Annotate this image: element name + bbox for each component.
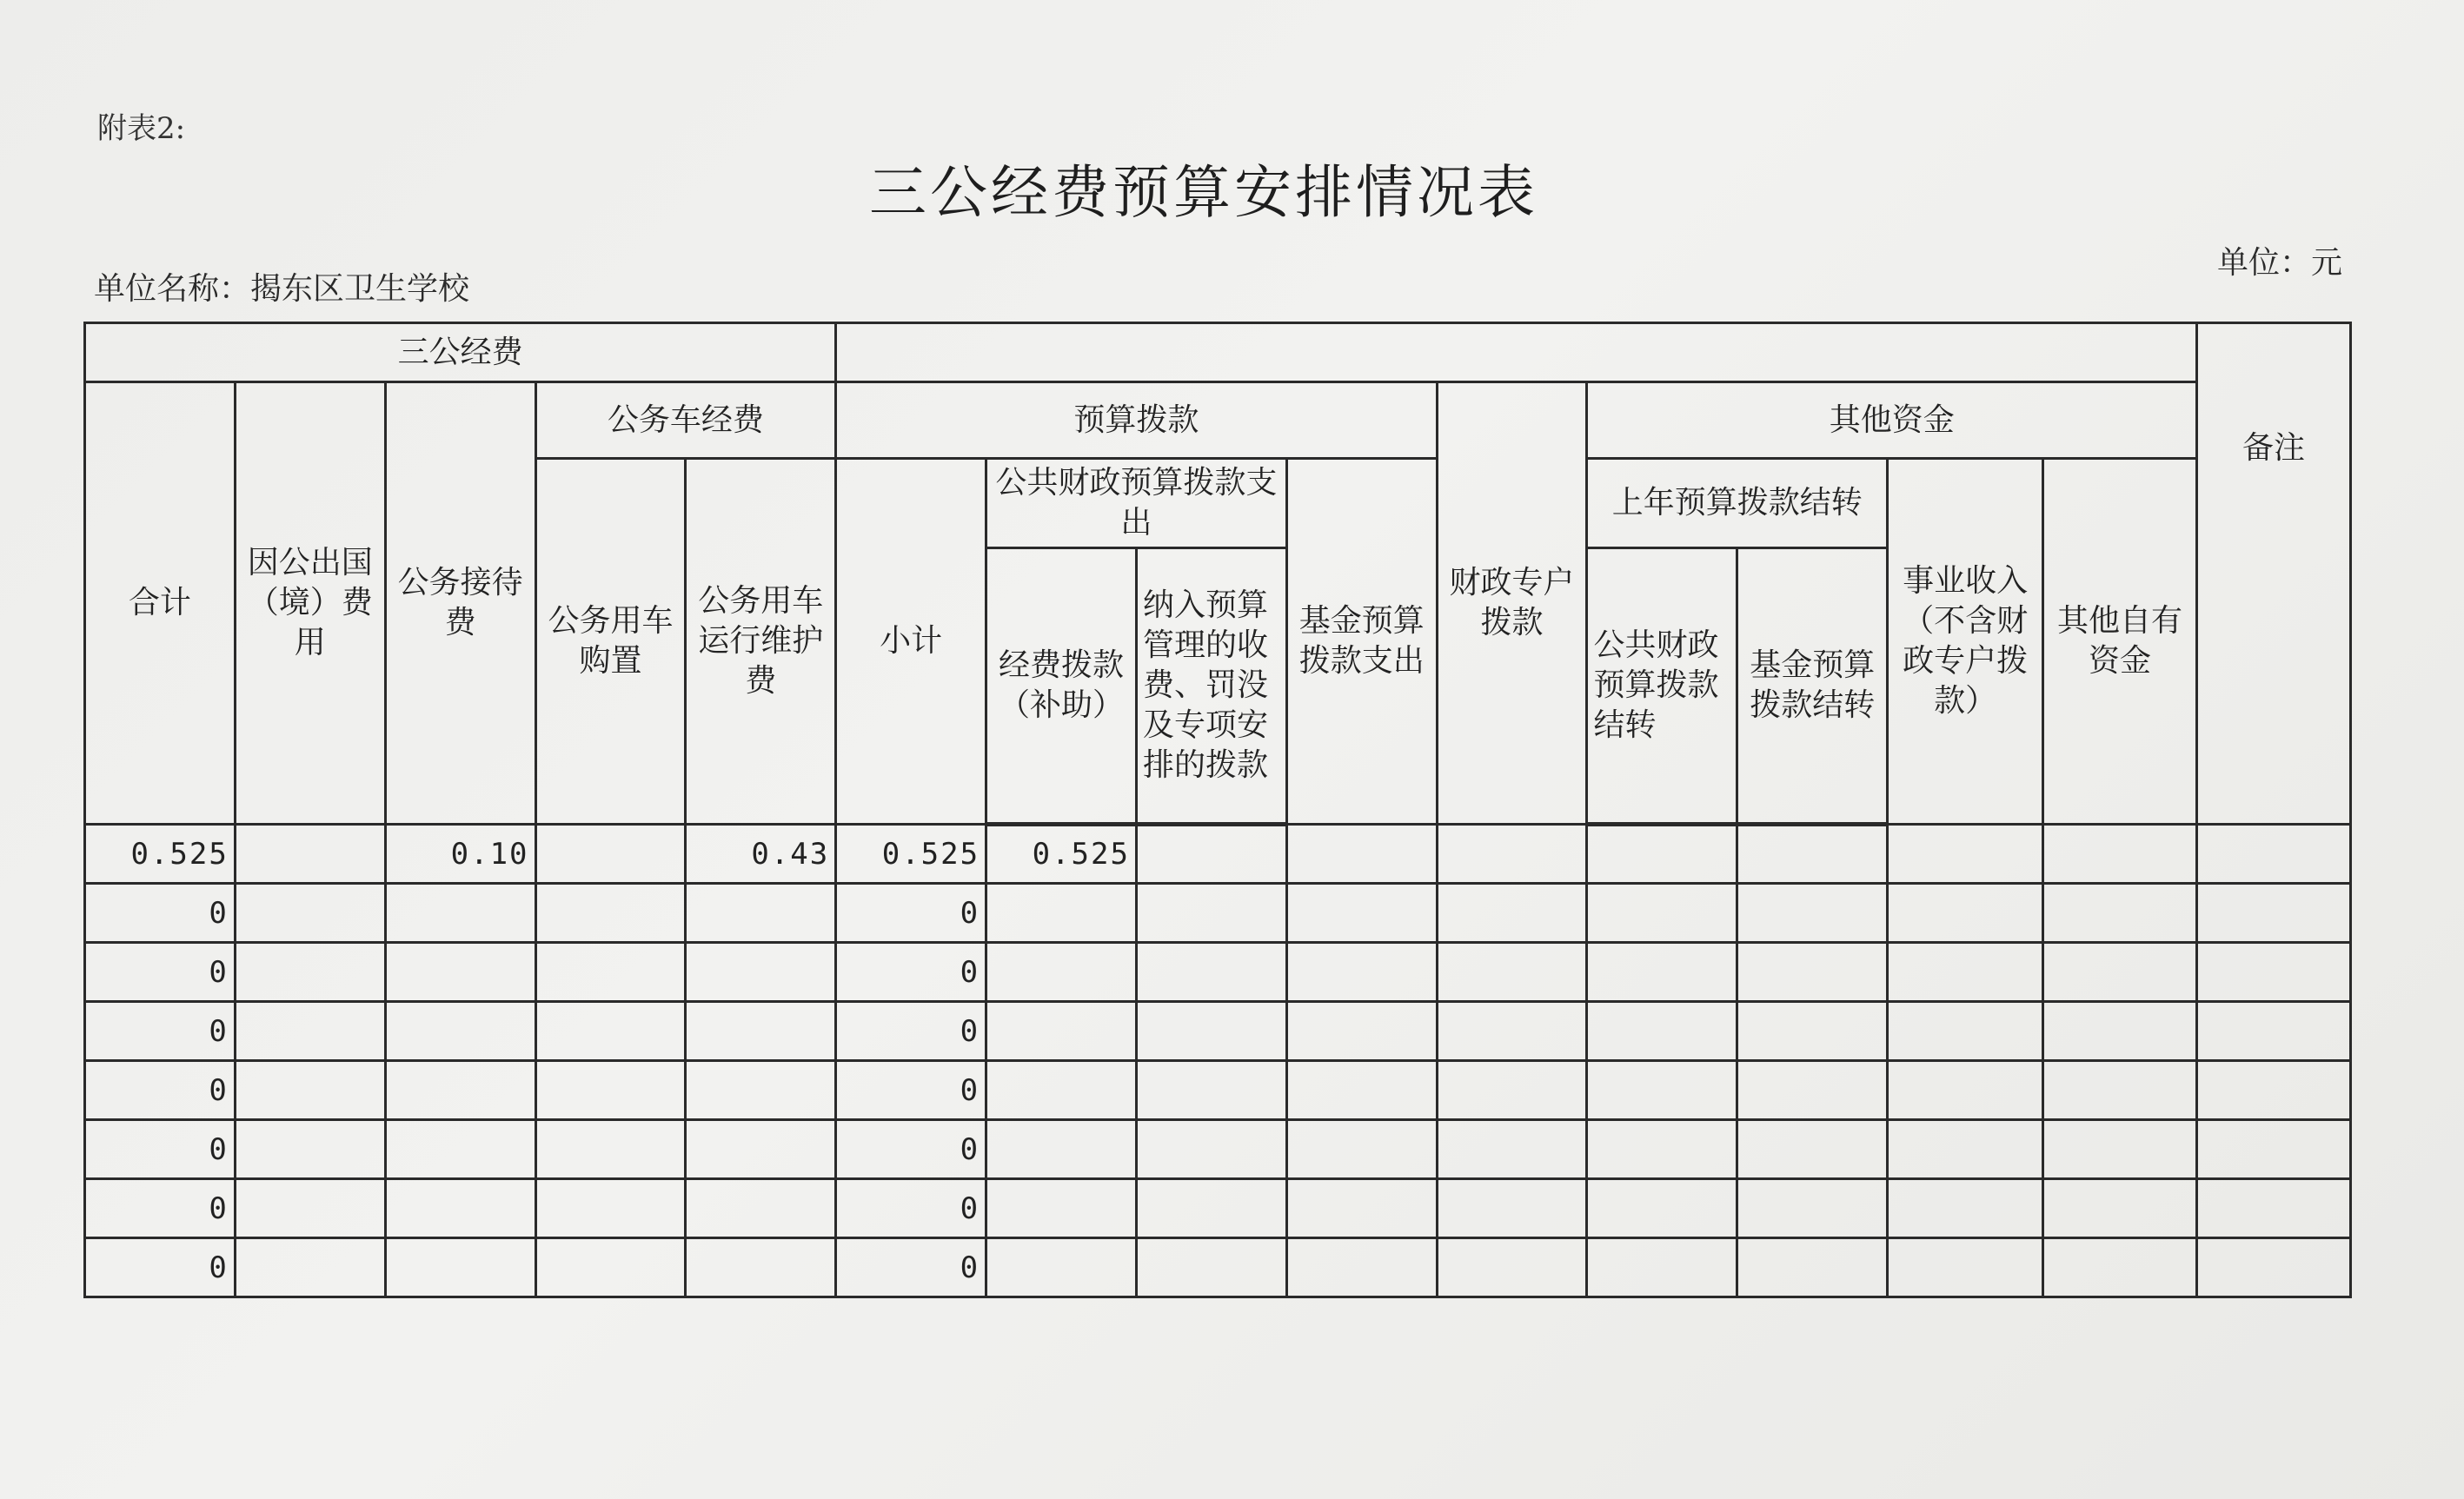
cell-total: 0: [85, 1179, 236, 1238]
cell-fund-budget: [1286, 1120, 1437, 1179]
cell-car-purchase: [535, 1179, 686, 1238]
cell-special-finance: [1437, 943, 1587, 1002]
header-business-income: 事业收入（不含财政专户拨款）: [1888, 459, 2043, 825]
cell-abroad: [235, 884, 385, 943]
cell-car-maintenance: [686, 943, 836, 1002]
cell-total: 0: [85, 884, 236, 943]
cell-reception: [385, 1002, 535, 1061]
header-blank-top: [836, 323, 2197, 382]
cell-reception: 0.10: [385, 825, 535, 884]
header-abroad: 因公出国（境）费用: [235, 382, 385, 825]
table-row: [85, 884, 2351, 943]
cell-abroad: [235, 1179, 385, 1238]
cell-car-purchase: [535, 1061, 686, 1120]
cell-business-income: [1888, 1238, 2043, 1297]
header-reception: 公务接待费: [385, 382, 535, 825]
cell-car-maintenance: [686, 1120, 836, 1179]
cell-abroad: [235, 825, 385, 884]
cell-total: 0: [85, 1238, 236, 1297]
cell-remarks: [2196, 825, 2350, 884]
cell-abroad: [235, 1120, 385, 1179]
cell-total: 0: [85, 1061, 236, 1120]
cell-operating-grant: [986, 1120, 1137, 1179]
attachment-label: 附表2:: [97, 111, 186, 146]
cell-fund-budget: [1286, 1061, 1437, 1120]
header-public-carryover: 公共财政预算拨款结转: [1587, 548, 1737, 825]
header-special-finance: 财政专户拨款: [1437, 382, 1587, 825]
table-row: [85, 1002, 2351, 1061]
cell-fee-income: [1136, 1002, 1286, 1061]
cell-car-maintenance: [686, 884, 836, 943]
header-subtotal: 小计: [836, 459, 986, 825]
cell-fund-carryover: [1737, 943, 1888, 1002]
cell-subtotal: 0: [836, 943, 986, 1002]
header-remarks: 备注: [2196, 323, 2350, 825]
cell-car-purchase: [535, 1002, 686, 1061]
cell-fee-income: [1136, 884, 1286, 943]
cell-self-funds: [2043, 1120, 2197, 1179]
cell-business-income: [1888, 1179, 2043, 1238]
header-fund-carryover: 基金预算拨款结转: [1737, 548, 1888, 825]
table-row: [85, 825, 2351, 884]
cell-operating-grant: [986, 943, 1137, 1002]
cell-car-maintenance: [686, 1061, 836, 1120]
cell-subtotal: 0.525: [836, 825, 986, 884]
cell-car-purchase: [535, 825, 686, 884]
cell-special-finance: [1437, 1002, 1587, 1061]
cell-fund-carryover: [1737, 1002, 1888, 1061]
cell-self-funds: [2043, 943, 2197, 1002]
cell-fund-budget: [1286, 825, 1437, 884]
cell-business-income: [1888, 1061, 2043, 1120]
cell-fund-budget: [1286, 1238, 1437, 1297]
cell-operating-grant: [986, 1238, 1137, 1297]
cell-operating-grant: [986, 884, 1137, 943]
cell-remarks: [2196, 884, 2350, 943]
cell-fee-income: [1136, 943, 1286, 1002]
cell-special-finance: [1437, 1120, 1587, 1179]
cell-business-income: [1888, 1002, 2043, 1061]
header-car-maintenance: 公务用车运行维护费: [686, 459, 836, 825]
cell-fund-carryover: [1737, 1120, 1888, 1179]
cell-abroad: [235, 1002, 385, 1061]
table-body: [85, 825, 2351, 1297]
cell-public-carryover: [1587, 1061, 1737, 1120]
header-self-funds: 其他自有资金: [2043, 459, 2197, 825]
cell-fund-budget: [1286, 1179, 1437, 1238]
cell-total: 0.525: [85, 825, 236, 884]
header-car-group: 公务车经费: [535, 382, 836, 459]
cell-reception: [385, 943, 535, 1002]
table-row: [85, 943, 2351, 1002]
cell-car-maintenance: [686, 1179, 836, 1238]
header-fund-budget: 基金预算拨款支出: [1286, 459, 1437, 825]
cell-total: 0: [85, 1002, 236, 1061]
cell-special-finance: [1437, 1179, 1587, 1238]
cell-remarks: [2196, 1179, 2350, 1238]
cell-car-maintenance: 0.43: [686, 825, 836, 884]
cell-fee-income: [1136, 1061, 1286, 1120]
cell-total: 0: [85, 943, 236, 1002]
cell-subtotal: 0: [836, 1238, 986, 1297]
header-fee-income: 纳入预算管理的收费、罚没及专项安排的拨款: [1136, 548, 1286, 825]
cell-fund-budget: [1286, 943, 1437, 1002]
table-row: [85, 1179, 2351, 1238]
header-car-purchase: 公务用车购置: [535, 459, 686, 825]
cell-public-carryover: [1587, 884, 1737, 943]
cell-car-purchase: [535, 943, 686, 1002]
cell-car-purchase: [535, 884, 686, 943]
cell-reception: [385, 1238, 535, 1297]
cell-subtotal: 0: [836, 1120, 986, 1179]
cell-special-finance: [1437, 825, 1587, 884]
cell-operating-grant: [986, 1179, 1137, 1238]
cell-remarks: [2196, 1238, 2350, 1297]
cell-subtotal: 0: [836, 1002, 986, 1061]
currency-unit-label: 单位：元: [2216, 245, 2342, 281]
cell-operating-grant: [986, 1061, 1137, 1120]
cell-remarks: [2196, 943, 2350, 1002]
cell-subtotal: 0: [836, 1179, 986, 1238]
cell-self-funds: [2043, 1002, 2197, 1061]
cell-business-income: [1888, 884, 2043, 943]
cell-abroad: [235, 1061, 385, 1120]
cell-abroad: [235, 1238, 385, 1297]
cell-business-income: [1888, 825, 2043, 884]
cell-special-finance: [1437, 1238, 1587, 1297]
cell-fund-budget: [1286, 884, 1437, 943]
cell-car-purchase: [535, 1120, 686, 1179]
cell-public-carryover: [1587, 1002, 1737, 1061]
cell-fee-income: [1136, 825, 1286, 884]
cell-fund-carryover: [1737, 1238, 1888, 1297]
cell-self-funds: [2043, 1061, 2197, 1120]
header-sangong: 三公经费: [85, 323, 836, 382]
table-header: [85, 323, 2351, 825]
cell-public-carryover: [1587, 1120, 1737, 1179]
cell-fund-carryover: [1737, 884, 1888, 943]
cell-fund-carryover: [1737, 1179, 1888, 1238]
cell-operating-grant: [986, 1002, 1137, 1061]
cell-public-carryover: [1587, 1179, 1737, 1238]
cell-fee-income: [1136, 1179, 1286, 1238]
cell-subtotal: 0: [836, 1061, 986, 1120]
cell-abroad: [235, 943, 385, 1002]
cell-reception: [385, 1179, 535, 1238]
cell-subtotal: 0: [836, 884, 986, 943]
cell-public-carryover: [1587, 825, 1737, 884]
cell-total: 0: [85, 1120, 236, 1179]
cell-public-carryover: [1587, 1238, 1737, 1297]
cell-remarks: [2196, 1002, 2350, 1061]
cell-business-income: [1888, 943, 2043, 1002]
cell-reception: [385, 1061, 535, 1120]
cell-public-carryover: [1587, 943, 1737, 1002]
cell-car-purchase: [535, 1238, 686, 1297]
cell-fund-carryover: [1737, 825, 1888, 884]
cell-fee-income: [1136, 1120, 1286, 1179]
header-operating-grant: 经费拨款（补助）: [986, 548, 1137, 825]
cell-self-funds: [2043, 884, 2197, 943]
cell-self-funds: [2043, 1238, 2197, 1297]
budget-table: [83, 322, 2352, 1298]
header-other-funds: 其他资金: [1587, 382, 2197, 459]
cell-special-finance: [1437, 1061, 1587, 1120]
cell-self-funds: [2043, 1179, 2197, 1238]
document-title: 三公经费预算安排情况表: [869, 159, 1538, 226]
cell-reception: [385, 884, 535, 943]
cell-remarks: [2196, 1061, 2350, 1120]
cell-car-maintenance: [686, 1002, 836, 1061]
table-row: [85, 1238, 2351, 1297]
cell-self-funds: [2043, 825, 2197, 884]
cell-car-maintenance: [686, 1238, 836, 1297]
table-row: [85, 1061, 2351, 1120]
cell-business-income: [1888, 1120, 2043, 1179]
table-row: [85, 1120, 2351, 1179]
cell-special-finance: [1437, 884, 1587, 943]
cell-reception: [385, 1120, 535, 1179]
cell-fund-budget: [1286, 1002, 1437, 1061]
cell-fund-carryover: [1737, 1061, 1888, 1120]
cell-fee-income: [1136, 1238, 1286, 1297]
unit-name-label: 单位名称：揭东区卫生学校: [94, 271, 470, 307]
header-carryover: 上年预算拨款结转: [1587, 459, 1888, 548]
header-budget-group: 预算拨款: [836, 382, 1437, 459]
header-total: 合计: [85, 382, 236, 825]
cell-remarks: [2196, 1120, 2350, 1179]
header-public-finance: 公共财政预算拨款支出: [986, 459, 1287, 548]
cell-operating-grant: 0.525: [986, 825, 1137, 884]
